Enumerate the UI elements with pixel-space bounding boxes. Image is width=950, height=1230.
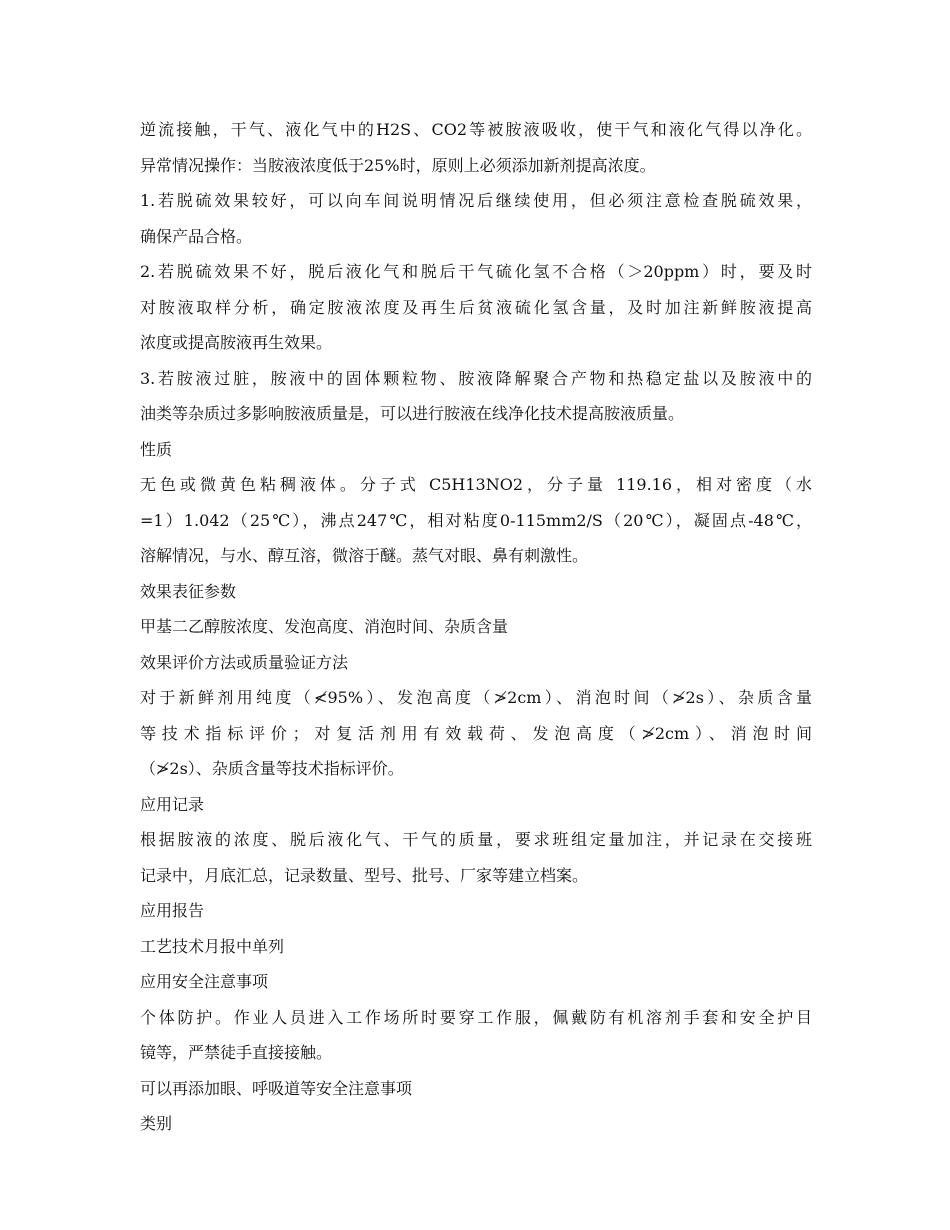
text-line: 个体防护。作业人员进入工作场所时要穿工作服，佩戴防有机溶剂手套和安全护目 bbox=[140, 1007, 812, 1027]
text-line: 记录中，月底汇总，记录数量、型号、批号、厂家等建立档案。 bbox=[140, 865, 589, 885]
section-heading: 效果评价方法或质量验证方法 bbox=[140, 652, 349, 672]
text-line: =1）1.042（25℃），沸点247℃，相对粘度0-115mm2/S（20℃），凝固点-48℃， bbox=[140, 510, 812, 530]
text-line: 逆流接触，干气、液化气中的H2S、CO2等被胺液吸收，使干气和液化气得以净化。 bbox=[140, 120, 812, 139]
text-line: 1.若脱硫效果较好，可以向车间说明情况后继续使用，但必须注意检查脱硫效果， bbox=[140, 191, 812, 210]
section-heading: 应用记录 bbox=[140, 794, 205, 814]
section-heading: 应用安全注意事项 bbox=[140, 972, 269, 991]
section-heading: 应用报告 bbox=[140, 901, 205, 920]
text-line: 浓度或提高胺液再生效果。 bbox=[140, 333, 333, 352]
text-line: 等技术指标评价；对复活剂用有效载荷、发泡高度（≯2cm）、消泡时间 bbox=[140, 723, 812, 743]
text-line: 镜等，严禁徒手直接接触。 bbox=[140, 1043, 333, 1062]
section-heading: 效果表征参数 bbox=[140, 581, 237, 601]
text-line: 异常情况操作：当胺液浓度低于25%时，原则上必须添加新剂提高浓度。 bbox=[140, 155, 656, 175]
text-line: 对于新鲜剂用纯度（≮95%）、发泡高度（≯2cm）、消泡时间（≯2s）、杂质含量 bbox=[140, 688, 812, 707]
text-line: 溶解情况，与水、醇互溶，微溶于醚。蒸气对眼、鼻有刺激性。 bbox=[140, 546, 589, 565]
text-line: 可以再添加眼、呼吸道等安全注意事项 bbox=[140, 1078, 413, 1098]
text-line: 对胺液取样分析，确定胺液浓度及再生后贫液硫化氢含量，及时加注新鲜胺液提高 bbox=[140, 297, 812, 317]
text-line: 确保产品合格。 bbox=[140, 226, 253, 246]
text-line: 甲基二乙醇胺浓度、发泡高度、消泡时间、杂质含量 bbox=[140, 617, 509, 636]
text-line: 工艺技术月报中单列 bbox=[140, 936, 285, 956]
document-body bbox=[140, 112, 812, 1142]
text-line: 3.若胺液过脏，胺液中的固体颗粒物、胺液降解聚合产物和热稳定盐以及胺液中的 bbox=[140, 368, 812, 388]
section-heading: 性质 bbox=[140, 439, 173, 459]
text-line: 根据胺液的浓度、脱后液化气、干气的质量，要求班组定量加注，并记录在交接班 bbox=[140, 830, 812, 849]
section-heading: 类别 bbox=[140, 1114, 173, 1133]
text-line: 无色或微黄色粘稠液体。分子式 C5H13NO2，分子量 119.16，相对密度（水 bbox=[140, 475, 812, 494]
text-line: 2.若脱硫效果不好，脱后液化气和脱后干气硫化氢不合格（＞20ppm）时，要及时 bbox=[140, 262, 812, 281]
text-line: 油类等杂质过多影响胺液质量是，可以进行胺液在线净化技术提高胺液质量。 bbox=[140, 404, 685, 423]
text-line: （≯2s）、杂质含量等技术指标评价。 bbox=[140, 759, 404, 778]
